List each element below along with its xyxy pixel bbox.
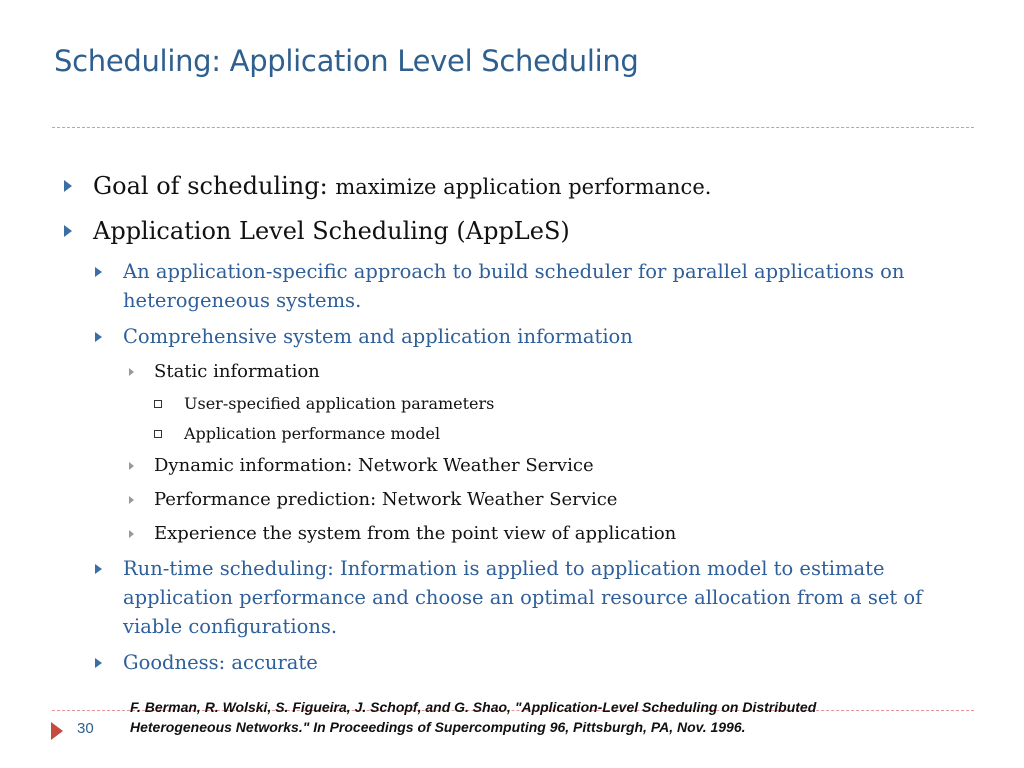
- bullet-experience-text: Experience the system from the point view of application: [154, 523, 677, 544]
- triangle-bullet-icon: [64, 180, 72, 192]
- square-bullet-icon: [154, 430, 162, 438]
- square-bullet-icon: [154, 400, 162, 408]
- bullet-static-info: [123, 358, 972, 385]
- bullet-runtime: [93, 554, 972, 641]
- bullet-app-specific-text: An application-specific approach to build scheduler for parallel applications on heterogeneous systems.: [123, 260, 905, 312]
- bullet-user-params-text: User-specified application parameters: [184, 394, 495, 413]
- slide-title: Scheduling: Application Level Scheduling: [54, 44, 639, 78]
- bullet-goodness: [93, 648, 972, 677]
- triangle-bullet-icon: [129, 496, 134, 504]
- page-number: 30: [77, 720, 94, 737]
- triangle-bullet-icon: [64, 225, 72, 237]
- bullet-goal-text: maximize application performance.: [335, 175, 712, 199]
- triangle-bullet-icon: [95, 332, 102, 342]
- bullet-goodness-text: Goodness: accurate: [123, 651, 318, 674]
- bullet-app-specific: [93, 257, 972, 315]
- triangle-bullet-icon: [129, 530, 134, 538]
- bullet-perf-prediction-text: Performance prediction: Network Weather Service: [154, 489, 618, 510]
- slide-content: [62, 168, 972, 684]
- bullet-user-params: [154, 392, 972, 416]
- bullet-appless-text: Application Level Scheduling (AppLeS): [93, 217, 570, 245]
- bullet-dynamic-info-text: Dynamic information: Network Weather Service: [154, 455, 594, 476]
- bullet-perf-prediction: [123, 486, 972, 513]
- bullet-goal-label: Goal of scheduling:: [93, 172, 336, 200]
- bullet-runtime-text: Run-time scheduling: Information is applied to application model to estimate application performance and choose an optimal resource allocation from a set of viable configurations.: [123, 557, 923, 638]
- triangle-bullet-icon: [129, 462, 134, 470]
- bullet-experience: [123, 520, 972, 547]
- bullet-comprehensive: [93, 322, 972, 351]
- triangle-bullet-icon: [95, 267, 102, 277]
- bullet-appless: [62, 213, 972, 249]
- bullet-dynamic-info: [123, 452, 972, 479]
- bullet-static-info-text: Static information: [154, 361, 320, 382]
- title-divider: [52, 127, 974, 128]
- bullet-perf-model-text: Application performance model: [184, 424, 441, 443]
- footer-triangle-icon: [51, 722, 63, 740]
- triangle-bullet-icon: [95, 658, 102, 668]
- triangle-bullet-icon: [129, 368, 134, 376]
- bullet-comprehensive-text: Comprehensive system and application information: [123, 325, 633, 348]
- bullet-goal: [62, 168, 972, 205]
- citation: F. Berman, R. Wolski, S. Figueira, J. Schopf, and G. Shao, "Application-Level Scheduling on Distributed Heterogeneous Networks." In Proceedings of Supercomputing 96, Pittsburgh, PA, Nov. 1996.: [130, 699, 817, 735]
- bullet-perf-model: [154, 422, 972, 446]
- triangle-bullet-icon: [95, 564, 102, 574]
